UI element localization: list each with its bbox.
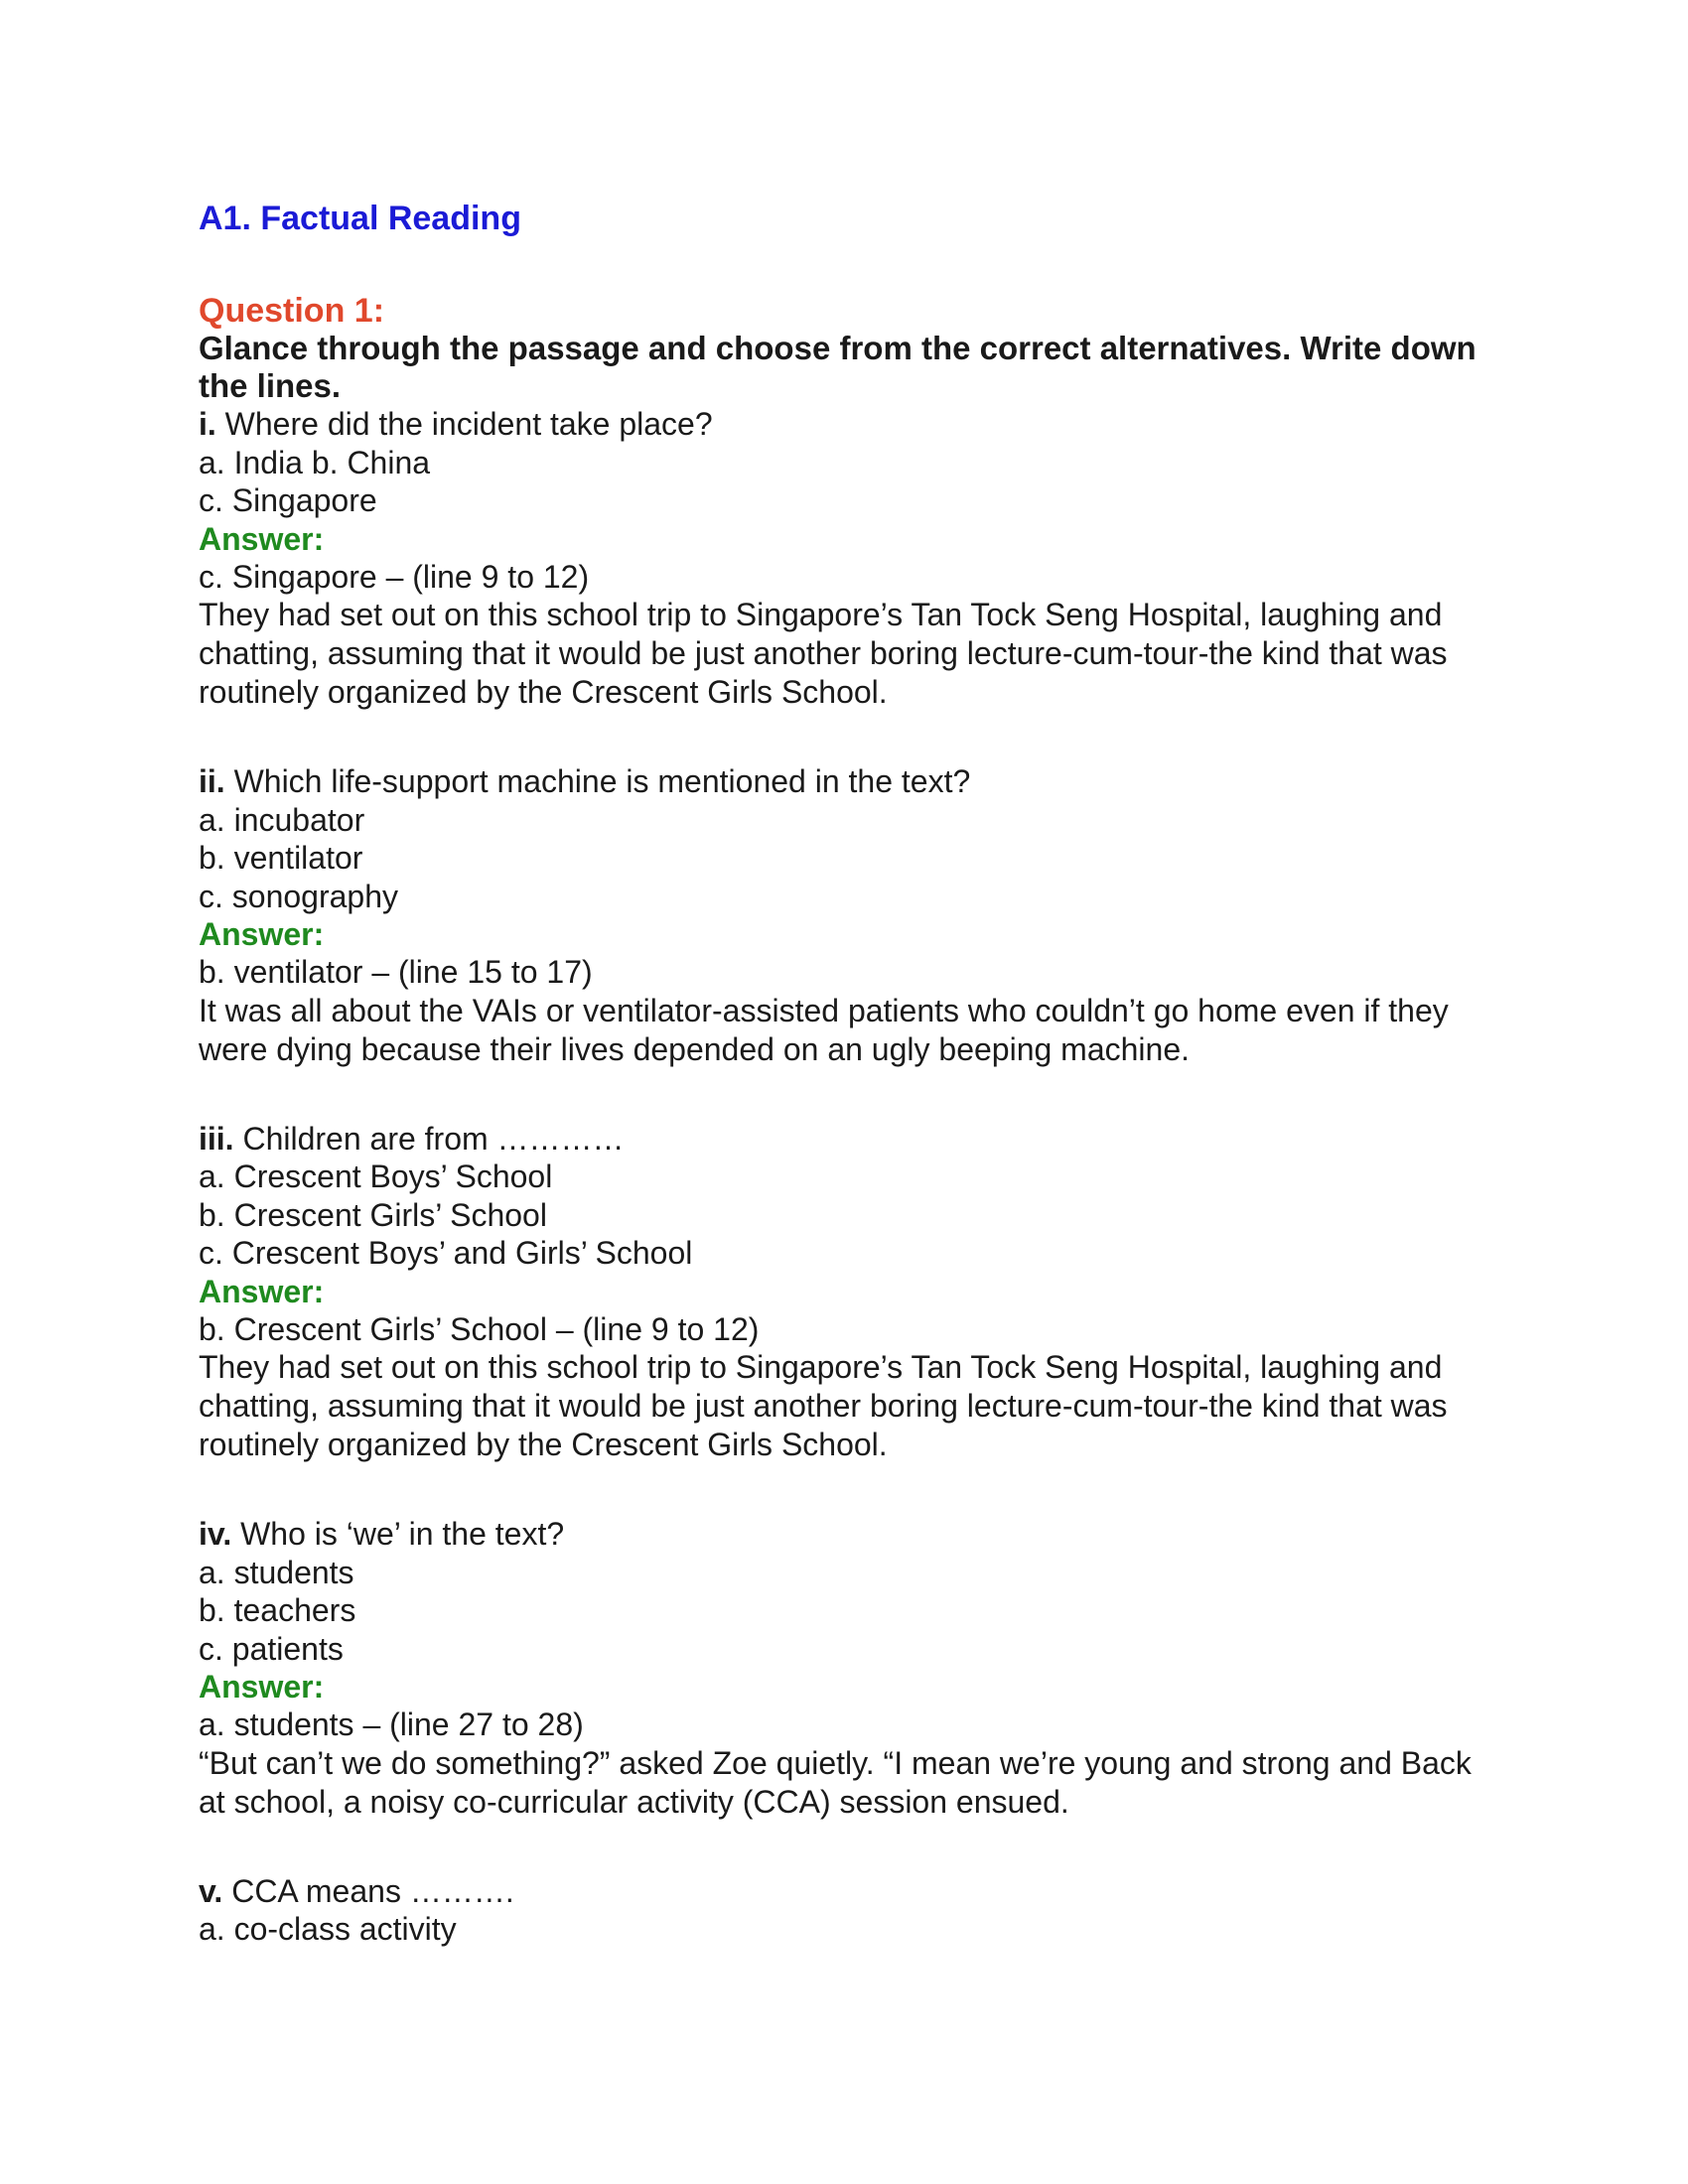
option-line: a. students — [199, 1554, 354, 1590]
question-text: Where did the incident take place? — [215, 406, 713, 442]
question-iii — [199, 1120, 1489, 1465]
instruction-text: Glance through the passage and choose from the correct alternatives. Write down the lines. — [199, 330, 1477, 404]
section-title: A1. Factual Reading — [199, 200, 521, 237]
question-v — [199, 1872, 1489, 1949]
answer-label: Answer: — [199, 1273, 325, 1309]
option-line: b. Crescent Girls’ School — [199, 1196, 547, 1233]
answer-text: c. Singapore – (line 9 to 12) — [199, 558, 590, 595]
option-line: a. incubator — [199, 801, 365, 838]
answer-excerpt: They had set out on this school trip to Singapore’s Tan Tock Seng Hospital, laughing and chatting, assuming that it would be just another boring lecture-cum-tour-the kind that was routinely organized by the Crescent Girls School. — [199, 597, 1448, 710]
question-prompt — [199, 1872, 1489, 1911]
question-text: Children are from ………… — [233, 1120, 625, 1157]
option-line: c. sonography — [199, 878, 399, 914]
option-line: c. Crescent Boys’ and Girls’ School — [199, 1235, 693, 1271]
question-ii — [199, 762, 1489, 1069]
question-number: iii. — [199, 1120, 234, 1157]
question-number: ii. — [199, 763, 225, 799]
option-line: a. Crescent Boys’ School — [199, 1159, 553, 1194]
answer-excerpt: They had set out on this school trip to Singapore’s Tan Tock Seng Hospital, laughing and chatting, assuming that it would be just another boring lecture-cum-tour-the kind that was routinely organized by the Crescent Girls School. — [199, 1349, 1448, 1462]
question-heading: Question 1: — [199, 292, 385, 330]
question-prompt — [199, 1120, 1489, 1159]
question-prompt — [199, 1515, 1489, 1554]
answer-excerpt: “But can’t we do something?” asked Zoe quietly. “I mean we’re young and strong and Back at school, a noisy co-curricular activity (CCA) session ensued. — [199, 1744, 1472, 1820]
option-line: a. India b. China — [199, 444, 431, 480]
answer-label: Answer: — [199, 520, 325, 557]
option-line: b. ventilator — [199, 840, 363, 876]
question-prompt — [199, 405, 1489, 444]
answer-label: Answer: — [199, 1669, 325, 1705]
question-text: CCA means ………. — [222, 1872, 514, 1909]
question-i — [199, 405, 1489, 712]
question-number: v. — [199, 1872, 223, 1909]
answer-text: b. ventilator – (line 15 to 17) — [199, 954, 593, 990]
question-text: Who is ‘we’ in the text? — [231, 1516, 565, 1552]
option-line: a. co-class activity — [199, 1911, 457, 1947]
question-text: Which life-support machine is mentioned in the text? — [224, 763, 971, 799]
answer-text: b. Crescent Girls’ School – (line 9 to 12) — [199, 1310, 760, 1347]
answer-excerpt: It was all about the VAIs or ventilator-assisted patients who couldn’t go home even if they were dying because their lives depended on an ugly beeping machine. — [199, 992, 1449, 1067]
question-number: iv. — [199, 1516, 232, 1552]
option-line: c. Singapore — [199, 482, 377, 518]
option-line: c. patients — [199, 1630, 344, 1667]
answer-label: Answer: — [199, 916, 325, 952]
answer-text: a. students – (line 27 to 28) — [199, 1706, 584, 1742]
question-prompt — [199, 762, 1489, 801]
question-number: i. — [199, 406, 216, 442]
question-iv — [199, 1515, 1489, 1822]
option-line: b. teachers — [199, 1592, 356, 1628]
